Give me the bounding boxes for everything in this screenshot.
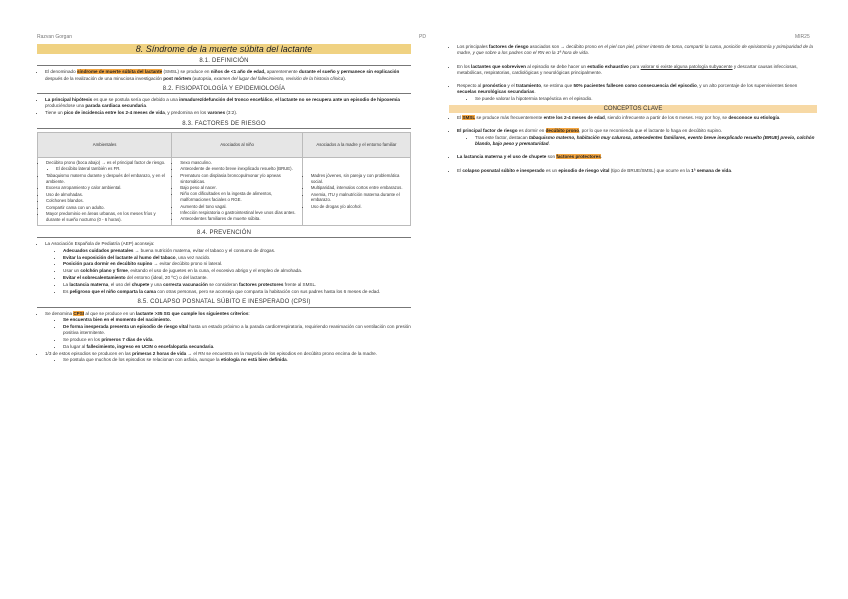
list-item: • Evitar el sobrecalentamiento del entorno (ideal, 20 ºC) o del lactante. [63, 275, 411, 281]
right-column [449, 44, 817, 177]
header-author: Razvan Gorgan [37, 34, 73, 40]
list-item: • Evitar la exposición del lactante al humo del tabaco, una vez nacido. [63, 255, 411, 261]
list-item: • El decúbito lateral también es FR. [56, 166, 169, 172]
prevencion-list [37, 241, 411, 295]
list-item: • Multiparidad, intervalos cortos entre embarazos. [311, 185, 408, 191]
cpsi-continued-list [449, 44, 817, 102]
conceptos-list [449, 115, 817, 174]
table-cell-nino [172, 157, 303, 225]
list-item: • Bajo peso al nacer. [180, 185, 300, 191]
list-item: • En los lactantes que sobreviven al episodio se debe hacer un estudio exhaustivo para valorar si existe alguna patología subyacente y descartar causas infecciosas, metabólicas, respiratorias, cardiológicas y neurológicas principalmente. [457, 64, 817, 77]
list-item: • Decúbito prono (boca abajo) → es el principal factor de riesgo. [46, 160, 169, 166]
risk-factors-table [37, 132, 411, 226]
list-item: • Antecedentes familiares de muerte súbita. [180, 216, 300, 222]
header-right: MIR25 [795, 34, 810, 40]
list-item: • Da lugar al fallecimiento, ingreso en UCIN o encefalopatía secundaria. [63, 344, 411, 350]
table-header-ambientales: Ambientales [38, 132, 172, 157]
list-item: • Infección respiratoria o gastrointestinal leve unos días antes. [180, 210, 300, 216]
section-cpsi-heading: 8.5. COLAPSO POSNATAL SÚBITO E INESPERADO (CPSI) [37, 299, 411, 307]
list-item: • Colchones blandos. [46, 198, 169, 204]
fisiopatologia-list [37, 97, 411, 116]
definicion-list [37, 69, 411, 82]
fisiopatologia-item: • Tiene un pico de incidencia entre los 2-4 meses de vida, y predomina en los varones (3:2). [45, 110, 411, 116]
list-item: • Compartir cama con un adulto. [46, 205, 169, 211]
table-cell-ambientales [38, 157, 172, 225]
list-item: • Se produce en los primeros 7 días de vida. [63, 337, 411, 343]
list-item: • El colapso posnatal súbito e inesperado es un episodio de riesgo vital (tipo de BRUE/SMSL) que ocurre en la 1ª semana de vida. [457, 168, 817, 174]
list-item: • Tras este factor, destacan tabaquismo materno, habitación muy calurosa, antecedentes familiares, evento breve inexplicado resuelto (BRUE) previo, colchón blando, bajo peso y prematuridad. [475, 135, 817, 148]
table-cell-madre [302, 157, 410, 225]
list-item: • Posición para dormir en decúbito supino → evitar decúbito prono ni lateral. [63, 261, 411, 267]
header-center: PD [419, 34, 426, 40]
cpsi-intro: • Se denomina CPSI al que se produce en un lactante >35 SG que cumple los siguientes criterios: • Se encuentra bien en el momento del nacimiento. • De forma inesperada presenta un episodio de riesgo vital hasta un estado próximo a la parada cardiorrespiratoria, requiriendo reanimación con ventilación con presión positiva intermitente. • Se produce en los primeros 7 días de vida. • Da lugar al fallecimiento, ingreso en UCIN o encefalopatía secundaria. [45, 311, 411, 351]
section-factores-heading: 8.3. FACTORES DE RIESGO [37, 121, 411, 129]
list-item: • El SMSL se produce más frecuentemente entre los 2-4 meses de edad, siendo infrecuente a partir de los 6 meses. Hoy por hoy, se desconoce su etiología. [457, 115, 817, 121]
list-item: • Aumento del tono vagal. [180, 204, 300, 210]
cpsi-timing: • 1/3 de estos episodios se producen en las primeras 2 horas de vida → el RN se encuentra en la mayoría de los episodios en decúbito prono encima de la madre. • Se postula que muchos de los episodios se relacionan con asfixia, aunque la etiología no está bien definida. [45, 351, 411, 364]
list-item: • Antecedente de evento breve inexplicado resuelto (BRUE). [180, 166, 300, 172]
list-item: • Sexo masculino. [180, 160, 300, 166]
list-item: • Usar un colchón plano y firme, evitando el uso de juguetes en la cuna, el excesivo abrigo y el empleo de almohada. [63, 268, 411, 274]
list-item: • Se encuentra bien en el momento del nacimiento. [63, 317, 411, 323]
fisiopatologia-item: • La principal hipótesis es que se postula sería que debido a una inmadurez/defunción del tronco encefálico, el lactante no se recupera ante un episodio de hipoxemia produciéndose una parada cardiaca secundaria. [45, 97, 411, 110]
section-fisiopatologia-heading: 8.2. FISIOPATOLOGÍA Y EPIDEMIOLOGÍA [37, 86, 411, 94]
list-item: • El principal factor de riesgo es dormir en decúbito prono, por lo que se recomienda que el lactante lo haga en decúbito supino. • Tras este factor, destacan tabaquismo materno, habitación muy calurosa, antecedentes familiares, evento breve inexplicado resuelto (BRUE) previo, colchón blando, bajo peso y prematuridad. [457, 128, 817, 147]
list-item: • Uso de drogas y/o alcohol. [311, 204, 408, 210]
list-item: • Mayor predominio en áreas urbanas, en los meses fríos y durante el sueño nocturno (0 - 6 horas). [46, 211, 169, 223]
list-item: • La lactancia materna, el uso del chupete y una correcta vacunación se consideran factores protectores frente al SMSL. [63, 282, 411, 288]
table-header-nino: Asociados al niño [172, 132, 303, 157]
list-item: • Se postula que muchos de los episodios se relacionan con asfixia, aunque la etiología no está bien definida. [63, 357, 411, 363]
list-item: • Se puede valorar la hipotermia terapéutica en el episodio. [475, 96, 817, 102]
list-item: • De forma inesperada presenta un episodio de riesgo vital hasta un estado próximo a la parada cardiorrespiratoria, requiriendo reanimación con ventilación con presión positiva intermitente. [63, 324, 411, 337]
list-item: • Tabaquismo materno durante y después del embarazo, y en el ambiente. [46, 173, 169, 185]
list-item: • Respecto al pronóstico y el tratamiento, se estima que 50% pacientes fallecen como consecuencia del episodio, y un alto porcentaje de los supervivientes tienen secuelas neurológicas secundarias. • Se puede valorar la hipotermia terapéutica en el episodio. [457, 83, 817, 102]
list-item: • Los principales factores de riesgo asociados son → decúbito prono en el piel con piel, primer intento de toma, compartir la cama, posición de episiotomía y primiparidad de la madre, y que sobre a los padres con el RN en la 1ª hora de vida. [457, 44, 817, 57]
conceptos-clave-heading: CONCEPTOS CLAVE [449, 105, 817, 113]
section-prevencion-heading: 8.4. PREVENCIÓN [37, 230, 411, 238]
list-item: • Prematuro con displasia broncopulmonar y/o apneas sintomáticas. [180, 173, 300, 185]
table-header-madre: Asociados a la madre y el entorno familiar [302, 132, 410, 157]
section-definicion-heading: 8.1. DEFINICIÓN [37, 58, 411, 66]
list-item: • Es peligroso que el niño comparta la cama con otras personas, pero se aconseja que comparta la habitación con sus padres hasta los 6 meses de edad. [63, 289, 411, 295]
list-item: • La lactancia materna y el uso de chupete son factores protectores. [457, 154, 817, 160]
list-item: • Anemia, ITU y malnutrición materna durante el embarazo. [311, 192, 408, 204]
list-item: • Madres jóvenes, sin pareja y con problemática social. [311, 173, 408, 185]
list-item: • Exceso arropamiento y calor ambiental. [46, 185, 169, 191]
list-item: • Adecuados cuidados prenatales → buena nutrición materna, evitar el tabaco y el consumo de drogas. [63, 248, 411, 254]
list-item: • Niño con dificultades en la ingesta de alimentos, malformaciones faciales o RGE. [180, 191, 300, 203]
list-item: • Uso de almohadas. [46, 192, 169, 198]
left-column [37, 44, 411, 367]
chapter-title: 8. Síndrome de la muerte súbita del lactante [37, 44, 411, 54]
cpsi-list [37, 311, 411, 364]
prevencion-intro: • La Asociación Española de Pediatría (AEP) aconseja: • Adecuados cuidados prenatales → buena nutrición materna, evitar el tabaco y el consumo de drogas. • Evitar la exposición del lactante al humo del tabaco, una vez nacido. • Posición para dormir en decúbito supino → evitar decúbito prono ni lateral. • Usar un colchón plano y firme, evitando el uso de juguetes en la cuna, el excesivo abrigo y el empleo de almohada. • Evitar el sobrecalentamiento del entorno (ideal, 20 ºC) o del lactante. • La lactancia materna, el uso del chupete y una correcta vacunación se consideran factores protectores frente al SMSL. • Es peligroso que el niño comparta la cama con otras personas, pero se aconseja que comparta la habitación con sus padres hasta los 6 meses de edad. [45, 241, 411, 295]
definicion-item: • El denominado síndrome de muerte súbita del lactante (SMSL) se produce en niños de <1 año de edad, aparentemente durante el sueño y permanece sin explicación después de la realización de una minuciosa investigación post mórtem (autopsia, examen del lugar del fallecimiento, revisión de la historia clínica). [45, 69, 411, 82]
